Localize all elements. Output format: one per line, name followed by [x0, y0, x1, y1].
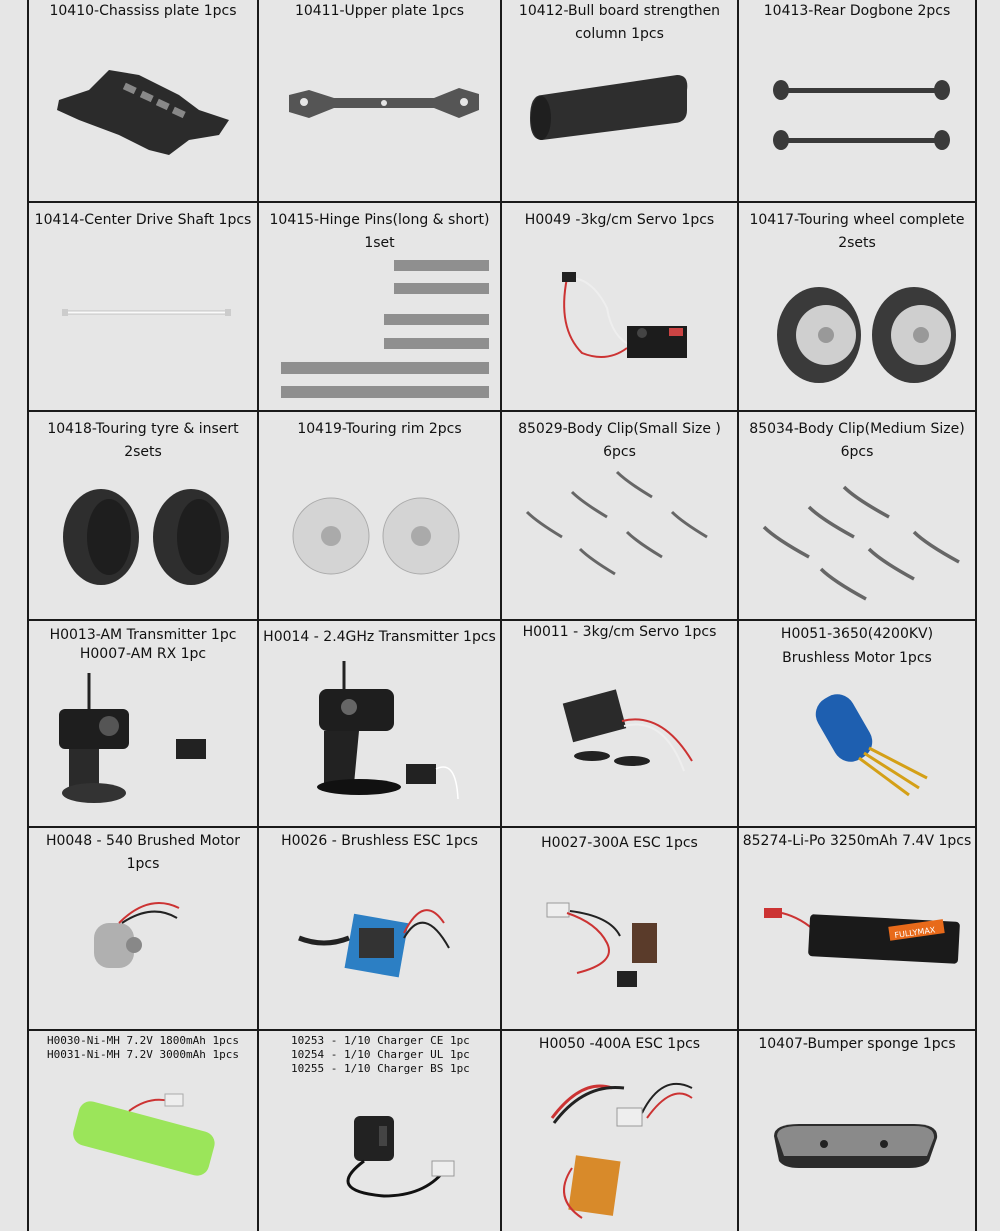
wheel-icon — [774, 285, 959, 385]
part-label: 85034-Body Clip(Medium Size) 6pcs — [749, 421, 965, 460]
part-label: 10418-Touring tyre & insert 2sets — [47, 421, 239, 460]
part-cell — [259, 621, 500, 826]
part-label: H0049 -3kg/cm Servo 1pcs — [524, 212, 715, 228]
part-label: 85274-Li-Po 3250mAh 7.4V 1pcs — [742, 833, 972, 849]
part-cell — [502, 828, 737, 1029]
upper-plate-icon — [284, 80, 484, 130]
part-cell — [502, 412, 737, 619]
part-cell — [502, 203, 737, 410]
part-label: H0011 - 3kg/cm Servo 1pcs — [522, 624, 717, 640]
part-cell — [739, 0, 975, 201]
dogbone-icon — [769, 72, 954, 162]
body-clip-icon — [522, 467, 717, 587]
part-cell — [259, 1031, 500, 1231]
part-cell — [259, 203, 500, 410]
part-label: H0027-300A ESC 1pcs — [541, 835, 698, 851]
hinge-pins-icon — [279, 258, 491, 403]
brushless-motor-icon — [809, 683, 939, 803]
part-cell — [739, 828, 975, 1029]
part-label: H0051-3650(4200KV) Brushless Motor 1pcs — [780, 626, 934, 666]
part-cell — [502, 0, 737, 201]
battery-brand: FULLYMAX — [893, 925, 936, 940]
esc-icon — [542, 893, 682, 1003]
part-label: H0048 - 540 Brushed Motor 1pcs — [45, 833, 241, 872]
part-cell — [739, 621, 975, 826]
part-label: 10419-Touring rim 2pcs — [297, 421, 462, 437]
part-cell — [502, 621, 737, 826]
part-label: 10412-Bull board strengthen column 1pcs — [518, 3, 721, 42]
tyre-icon — [61, 487, 236, 587]
battery-icon — [759, 903, 964, 973]
grid-line — [975, 0, 977, 1231]
part-label: 10415-Hinge Pins(long & short) 1set — [269, 212, 490, 251]
part-label: 10407-Bumper sponge 1pcs — [758, 1036, 956, 1052]
part-cell — [29, 203, 257, 410]
drive-shaft-icon — [59, 303, 234, 323]
charger-icon — [324, 1106, 464, 1206]
part-cell — [259, 828, 500, 1029]
part-label: 85029-Body Clip(Small Size ) 6pcs — [518, 421, 721, 460]
part-label: H0030-Ni-MH 7.2V 1800mAh 1pcs H0031-Ni-MH 7.2V 3000mAh 1pcs — [46, 1034, 240, 1061]
servo-icon — [562, 681, 702, 781]
part-label: H0026 - Brushless ESC 1pcs — [281, 833, 478, 849]
part-cell — [739, 203, 975, 410]
part-label: H0050 -400A ESC 1pcs — [538, 1036, 701, 1052]
part-label: H0013-AM Transmitter 1pc H0007-AM RX 1pc — [49, 627, 237, 662]
part-cell — [739, 1031, 975, 1231]
part-cell — [739, 412, 975, 619]
transmitter-icon — [54, 671, 229, 811]
rim-icon — [289, 494, 469, 579]
part-cell — [29, 0, 257, 201]
part-label: H0014 - 2.4GHz Transmitter 1pcs — [263, 629, 496, 645]
part-cell — [29, 828, 257, 1029]
chassis-plate-icon — [49, 60, 239, 160]
column-icon — [527, 70, 692, 145]
part-label: 10410-Chassiss plate 1pcs — [49, 3, 237, 19]
battery-icon — [69, 1086, 219, 1196]
transmitter-icon — [314, 659, 464, 799]
bumper-sponge-icon — [769, 1116, 944, 1176]
part-cell — [29, 1031, 257, 1231]
part-label: 10413-Rear Dogbone 2pcs — [763, 3, 951, 19]
part-cell — [29, 412, 257, 619]
part-label: 10414-Center Drive Shaft 1pcs — [34, 212, 252, 228]
part-label: 10417-Touring wheel complete 2sets — [749, 212, 965, 251]
servo-icon — [552, 268, 692, 368]
part-cell — [29, 621, 257, 826]
esc-icon — [294, 883, 464, 1003]
part-label: 10253 - 1/10 Charger CE 1pc 10254 - 1/10 Charger UL 1pc 10255 - 1/10 Charger BS 1pc — [291, 1034, 470, 1075]
body-clip-icon — [759, 477, 964, 602]
part-cell — [259, 0, 500, 201]
esc-icon — [532, 1073, 702, 1228]
part-cell — [259, 412, 500, 619]
part-label: 10411-Upper plate 1pcs — [294, 3, 465, 19]
brushed-motor-icon — [84, 893, 204, 983]
part-cell — [502, 1031, 737, 1231]
